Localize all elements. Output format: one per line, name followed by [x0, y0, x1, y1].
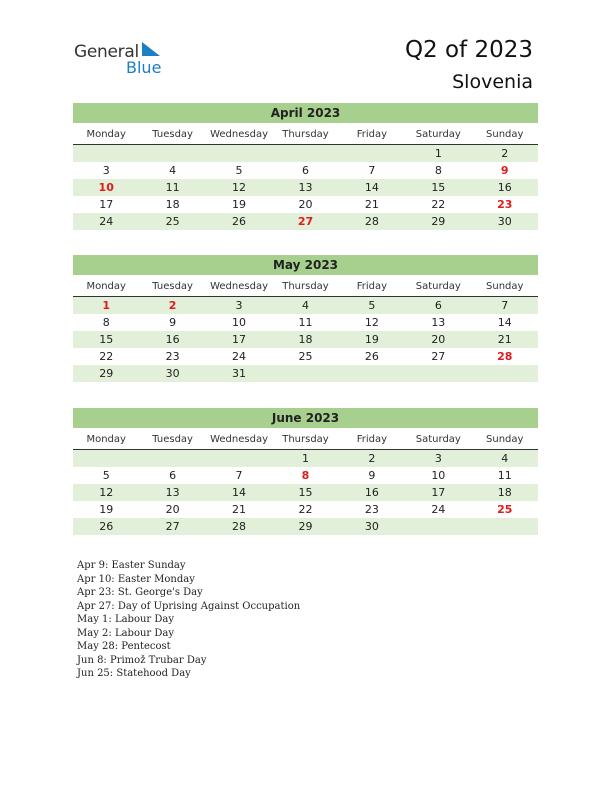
holiday-list-item: Apr 9: Easter Sunday [77, 560, 186, 571]
week-row [73, 162, 538, 179]
day-cell: 26 [232, 215, 247, 228]
day-cell: 3 [434, 452, 442, 465]
logo-general-text: General [74, 42, 139, 62]
day-cell: 9 [169, 316, 177, 329]
day-cell [272, 365, 338, 382]
day-cell: 11 [165, 181, 180, 194]
holiday-list-item: Apr 27: Day of Uprising Against Occupation [77, 600, 301, 612]
day-cell: 22 [99, 350, 114, 363]
holiday-list-item: May 28: Pentecost [77, 641, 171, 652]
month-calendar [73, 255, 538, 382]
day-cell: 21 [232, 503, 247, 516]
day-cell: 18 [298, 333, 313, 346]
logo [74, 40, 174, 80]
day-cell: 15 [99, 333, 114, 346]
day-cell: 14 [497, 316, 512, 329]
day-cell: 8 [102, 316, 110, 329]
holiday-day-cell: 25 [497, 503, 513, 516]
logo-triangle-icon [142, 42, 162, 58]
day-cell: 23 [165, 350, 180, 363]
holiday-list-item: May 1: Labour Day [77, 614, 174, 625]
day-cell: 3 [102, 164, 110, 177]
day-cell: 20 [165, 503, 180, 516]
day-cell: 6 [169, 469, 177, 482]
weekday-label: Monday [86, 434, 126, 445]
week-row [73, 331, 538, 348]
day-cell: 21 [497, 333, 512, 346]
day-cell: 12 [364, 316, 379, 329]
weekday-header-row [73, 126, 538, 145]
day-cell: 22 [431, 198, 446, 211]
week-row [73, 467, 538, 484]
day-cell: 30 [364, 520, 379, 533]
day-cell [472, 518, 538, 535]
day-cell: 2 [501, 147, 509, 160]
day-cell: 16 [165, 333, 180, 346]
month-calendar [73, 408, 538, 535]
day-cell: 25 [165, 215, 180, 228]
weekday-label: Tuesday [152, 129, 193, 140]
weekday-label: Friday [356, 281, 388, 292]
day-cell: 10 [431, 469, 446, 482]
day-cell: 6 [301, 164, 309, 177]
day-cell: 7 [501, 299, 509, 312]
day-cell: 20 [298, 198, 313, 211]
day-cell: 17 [99, 198, 114, 211]
day-cell [206, 145, 272, 162]
week-row [73, 213, 538, 230]
day-cell: 19 [364, 333, 379, 346]
day-cell: 24 [99, 215, 114, 228]
day-cell: 26 [99, 520, 114, 533]
day-cell: 18 [497, 486, 512, 499]
day-cell: 13 [298, 181, 313, 194]
day-cell: 12 [232, 181, 247, 194]
week-row [73, 297, 538, 314]
day-cell: 13 [431, 316, 446, 329]
holiday-list [77, 559, 300, 681]
day-cell: 28 [232, 520, 247, 533]
weekday-label: Wednesday [210, 434, 268, 445]
month-header: May 2023 [73, 255, 538, 275]
weekday-label: Saturday [415, 281, 461, 292]
day-cell: 3 [235, 299, 243, 312]
day-cell [405, 365, 471, 382]
holiday-list-item: May 2: Labour Day [77, 627, 174, 639]
weekday-label: Sunday [486, 434, 524, 445]
day-cell: 14 [364, 181, 379, 194]
month-header: June 2023 [73, 408, 538, 428]
weekday-header-row [73, 278, 538, 297]
day-cell: 15 [298, 486, 313, 499]
day-cell: 12 [99, 486, 114, 499]
day-cell: 23 [364, 503, 379, 516]
weekday-label: Wednesday [210, 129, 268, 140]
weekday-label: Wednesday [210, 281, 268, 292]
week-row [73, 450, 538, 467]
day-cell: 4 [501, 452, 509, 465]
day-cell [339, 365, 405, 382]
day-cell: 29 [298, 520, 313, 533]
holiday-list-item: Apr 23: St. George's Day [77, 587, 203, 598]
week-row [73, 501, 538, 518]
day-cell: 5 [235, 164, 243, 177]
day-cell: 17 [431, 486, 446, 499]
week-row [73, 484, 538, 501]
day-cell: 2 [368, 452, 376, 465]
day-cell: 29 [99, 367, 114, 380]
day-cell: 16 [364, 486, 379, 499]
day-cell: 1 [434, 147, 442, 160]
day-cell: 4 [301, 299, 309, 312]
holiday-day-cell: 1 [102, 299, 111, 312]
day-cell: 27 [431, 350, 446, 363]
weekday-label: Friday [356, 129, 388, 140]
day-cell: 20 [431, 333, 446, 346]
day-cell [472, 365, 538, 382]
country-name: Slovenia [452, 71, 533, 93]
week-row [73, 196, 538, 213]
holiday-day-cell: 23 [497, 198, 513, 211]
day-cell [405, 518, 471, 535]
day-cell: 25 [298, 350, 313, 363]
day-cell: 15 [431, 181, 446, 194]
week-row [73, 365, 538, 382]
holiday-list-item: Apr 10: Easter Monday [77, 573, 195, 585]
holiday-day-cell: 10 [98, 181, 114, 194]
day-cell [139, 450, 205, 467]
holiday-day-cell: 28 [497, 350, 513, 363]
logo-blue-text: Blue [126, 58, 162, 77]
day-cell [139, 145, 205, 162]
day-cell: 8 [434, 164, 442, 177]
weekday-label: Friday [356, 434, 388, 445]
weekday-label: Tuesday [152, 281, 193, 292]
weekday-label: Thursday [282, 129, 329, 140]
day-cell: 30 [165, 367, 180, 380]
week-row [73, 348, 538, 365]
holiday-day-cell: 2 [168, 299, 177, 312]
holiday-day-cell: 9 [500, 164, 509, 177]
day-cell [206, 450, 272, 467]
weekday-label: Sunday [486, 281, 524, 292]
weekday-label: Saturday [415, 129, 461, 140]
day-cell: 29 [431, 215, 446, 228]
day-cell: 22 [298, 503, 313, 516]
day-cell: 9 [368, 469, 376, 482]
day-cell: 27 [165, 520, 180, 533]
week-row [73, 314, 538, 331]
day-cell: 1 [301, 452, 309, 465]
day-cell: 7 [235, 469, 243, 482]
page-title: Q2 of 2023 [404, 37, 533, 63]
month-calendar [73, 103, 538, 230]
day-cell: 28 [364, 215, 379, 228]
weekday-label: Monday [86, 281, 126, 292]
day-cell: 10 [232, 316, 247, 329]
day-cell: 26 [364, 350, 379, 363]
day-cell: 13 [165, 486, 180, 499]
day-cell [339, 145, 405, 162]
day-cell: 4 [169, 164, 177, 177]
weekday-label: Tuesday [152, 434, 193, 445]
day-cell: 18 [165, 198, 180, 211]
day-cell: 30 [497, 215, 512, 228]
day-cell [272, 145, 338, 162]
month-header: April 2023 [73, 103, 538, 123]
day-cell: 7 [368, 164, 376, 177]
day-cell: 11 [497, 469, 512, 482]
day-cell: 5 [368, 299, 376, 312]
day-cell: 19 [232, 198, 247, 211]
day-cell: 14 [232, 486, 247, 499]
day-cell: 17 [232, 333, 247, 346]
weekday-label: Sunday [486, 129, 524, 140]
day-cell: 19 [99, 503, 114, 516]
day-cell [73, 450, 139, 467]
week-row [73, 518, 538, 535]
holiday-list-item: Jun 25: Statehood Day [77, 668, 191, 679]
day-cell: 24 [431, 503, 446, 516]
holiday-list-item: Jun 8: Primož Trubar Day [77, 654, 207, 666]
day-cell: 24 [232, 350, 247, 363]
holiday-day-cell: 8 [301, 469, 310, 482]
day-cell: 5 [102, 469, 110, 482]
day-cell: 16 [497, 181, 512, 194]
weekday-header-row [73, 431, 538, 450]
day-cell: 21 [364, 198, 379, 211]
day-cell: 11 [298, 316, 313, 329]
weekday-label: Saturday [415, 434, 461, 445]
day-cell: 31 [232, 367, 247, 380]
day-cell [73, 145, 139, 162]
day-cell: 6 [434, 299, 442, 312]
week-row [73, 145, 538, 162]
holiday-day-cell: 27 [297, 215, 314, 228]
weekday-label: Monday [86, 129, 126, 140]
week-row [73, 179, 538, 196]
weekday-label: Thursday [282, 281, 329, 292]
weekday-label: Thursday [282, 434, 329, 445]
